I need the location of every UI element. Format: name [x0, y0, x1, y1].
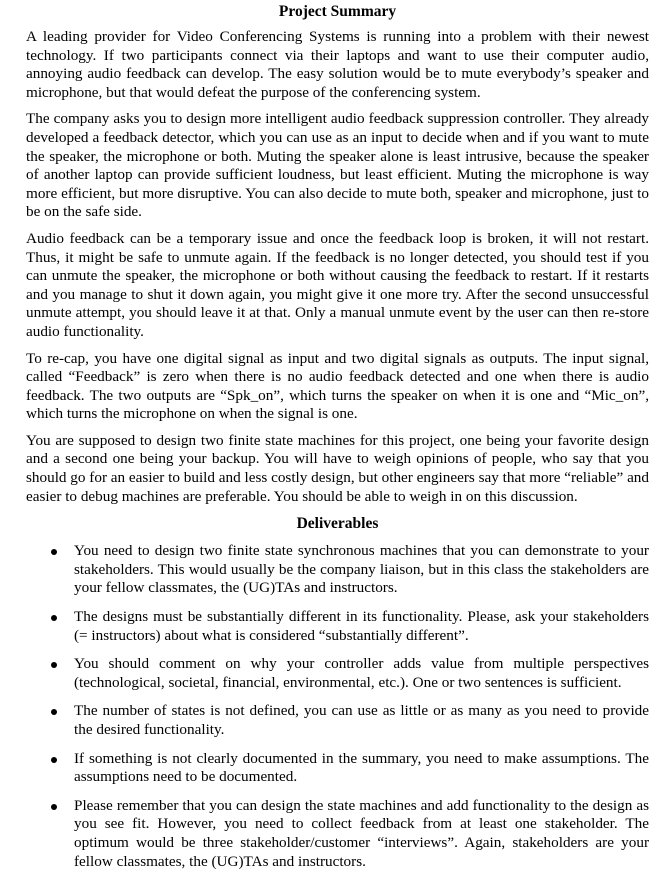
bullet-icon — [51, 804, 57, 810]
deliverable-text: If something is not clearly documented in the summary, you need to make assumptions. The assumptions need to be documented. — [74, 749, 649, 786]
deliverable-item — [26, 797, 649, 871]
bullet-icon — [51, 757, 57, 763]
bullet-icon — [51, 549, 57, 555]
deliverable-item — [26, 655, 649, 692]
deliverable-item — [26, 608, 649, 645]
deliverable-text: Please remember that you can design the state machines and add functionality to the design as you see fit. However, you need to collect feedback from at least one stakeholder. The optimum would be three stakeholder/customer “interviews”. Again, stakeholders are your fellow classmates, the (UG)TAs and instructors. — [74, 796, 649, 870]
deliverables-list — [26, 542, 649, 871]
bullet-icon — [51, 615, 57, 621]
summary-paragraph: To re-cap, you have one digital signal as input and two digital signals as outputs. The input signal, called “Feedback” is zero when there is no audio feedback detected and one when there is audio feedback. The two outputs are “Spk_on”, which turns the speaker on when it is one and “Mic_on”, which turns the microphone on when the signal is one. — [26, 349, 649, 423]
summary-paragraph: You are supposed to design two finite state machines for this project, one being your favorite design and a second one being your backup. You will have to weigh opinions of people, who say that you should go for an easier to build and less costly design, but other engineers say that more “reliable” and easier to debug machines are preferable. You should be able to weigh in on this discussion. — [26, 431, 649, 505]
deliverable-text: The designs must be substantially different in its functionality. Please, ask your stakeholders (= instructors) about what is considered “substantially different”. — [74, 608, 649, 644]
deliverable-item — [26, 702, 649, 739]
project-summary-heading: Project Summary — [278, 3, 397, 20]
deliverable-text: The number of states is not defined, you can use as little or as many as you need to provide the desired functionality. — [74, 702, 649, 738]
summary-paragraph: A leading provider for Video Conferencing Systems is running into a problem with their newest technology. If two participants connect via their laptops and want to use their computer audio, annoying audio feedback can develop. The easy solution would be to mute everybody’s speaker and microphone, but that would defeat the purpose of the conferencing system. — [26, 28, 649, 101]
bullet-icon — [51, 709, 57, 715]
summary-paragraph: The company asks you to design more intelligent audio feedback suppression controller. They already developed a feedback detector, which you can use as an input to decide when and if you want to mute the speaker, the microphone or both. Muting the speaker alone is least intrusive, because the speaker of another laptop can provide sufficient loudness, but least efficient. Muting the microphone is way more efficient, but more disruptive. You can also decide to mute both, speaker and microphone, just to be on the safe side. — [26, 110, 649, 221]
deliverable-text: You need to design two finite state synchronous machines that you can demonstrate to your stakeholders. This would usually be the company liaison, but in this class the stakeholders are your fellow classmates, the (UG)TAs and instructors. — [74, 542, 649, 597]
project-summary-section — [26, 28, 649, 506]
bullet-icon — [51, 662, 57, 668]
deliverables-heading: Deliverables — [296, 515, 379, 533]
summary-paragraph: Audio feedback can be a temporary issue and once the feedback loop is broken, it will not restart. Thus, it might be safe to unmute again. If the feedback is no longer detected, you should test if you can unmute the speaker, the microphone or both without causing the feedback to restart. If it restarts and you manage to shut it down again, you might give it one more try. After the second unsuccessful unmute attempt, you should leave it at that. Only a manual unmute event by the user can then re-store audio functionality. — [26, 229, 649, 340]
deliverable-item — [26, 542, 649, 598]
deliverable-text: You should comment on why your controller adds value from multiple perspectives (technological, societal, financial, environmental, etc.). One or two sentences is sufficient. — [74, 655, 649, 691]
deliverable-item — [26, 750, 649, 787]
